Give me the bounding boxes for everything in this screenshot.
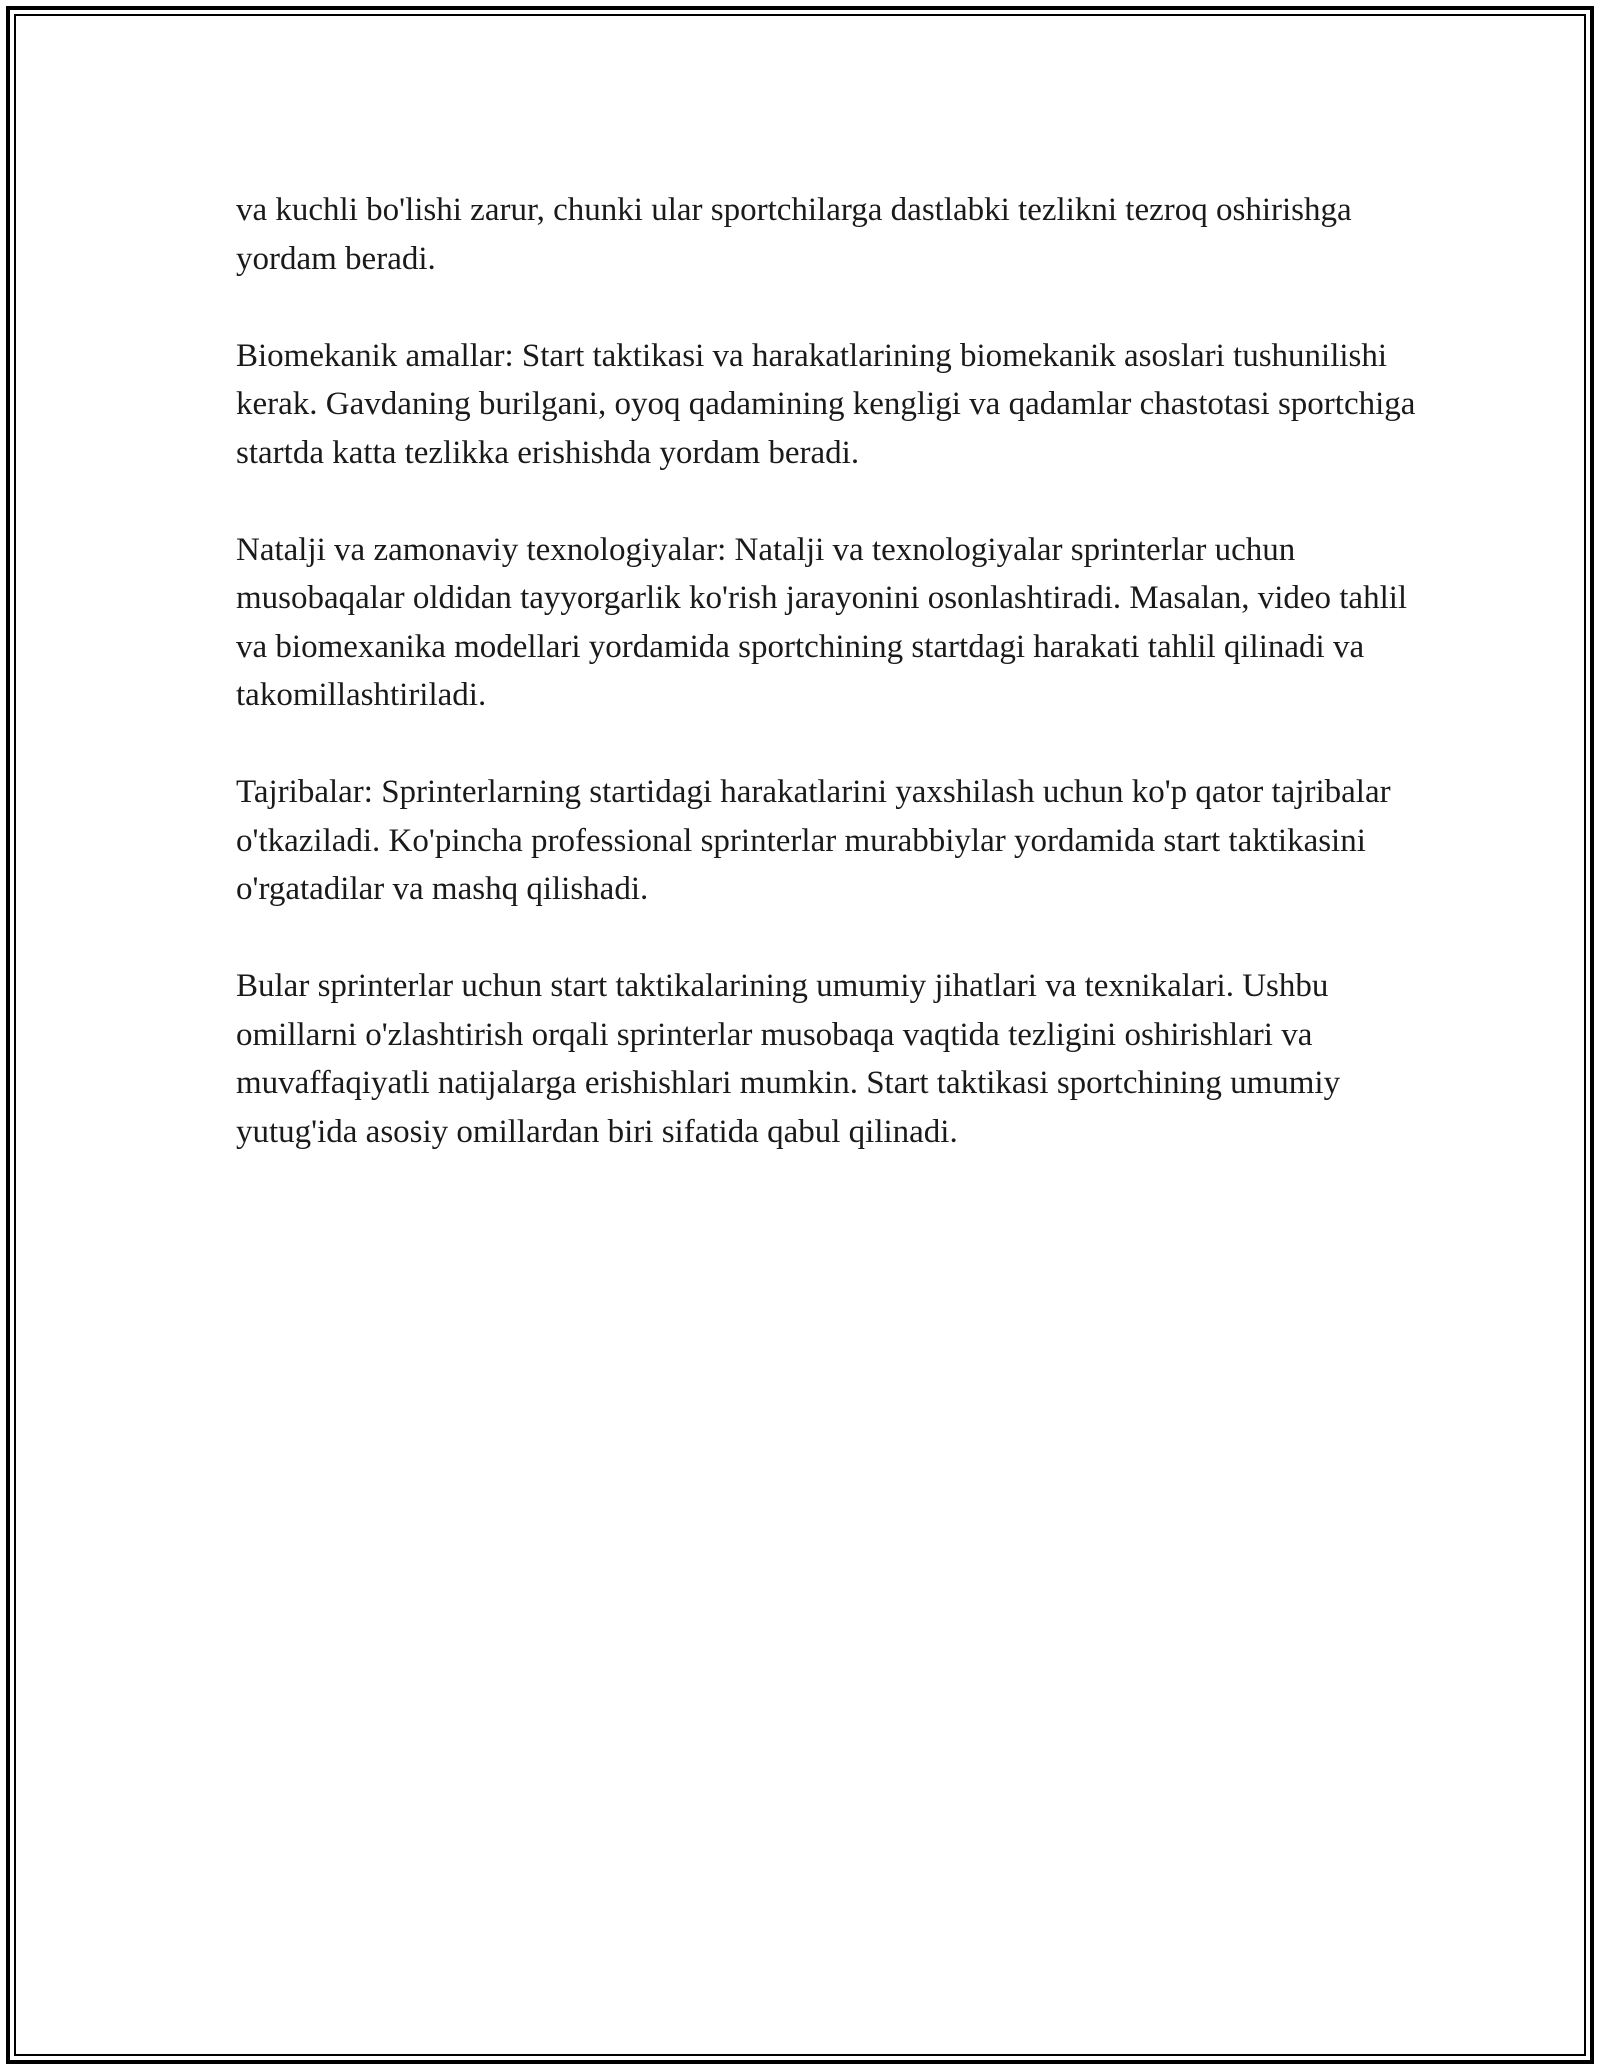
paragraph-intro-continuation: va kuchli bo'lishi zarur, chunki ular sportchilarga dastlabki tezlikni tezroq oshirishga yordam beradi. [236,192,1352,277]
paragraph-biomechanics: Biomekanik amallar: Start taktikasi va harakatlarining biomekanik asoslari tushunilishi kerak. Gavdaning burilgani, oyoq qadamining kengligi va qadamlar chastotasi sportchiga startda katta tezlikka erishishda yordam beradi. [236,337,1416,471]
paragraph-conclusion: Bular sprinterlar uchun start taktikalarining umumiy jihatlari va texnikalari. Ushbu omillarni o'zlashtirish orqali sprinterlar musobaqa vaqtida tezligini oshirishlari va muvaffaqiyatli natijalarga erishishlari mumkin. Start taktikasi sportchining umumiy yutug'ida asosiy omillardan biri sifatida qabul qilinadi. [236,968,1341,1150]
document-body [236,186,1416,1205]
paragraph-technologies: Natalji va zamonaviy texnologiyalar: Natalji va texnologiyalar sprinterlar uchun musobaqalar oldidan tayyorgarlik ko'rish jarayonini osonlashtiradi. Masalan, video tahlil va biomexanika modellari yordamida sportchining startdagi harakati tahlil qilinadi va takomillashtiriladi. [236,531,1408,713]
paragraph-experiments: Tajribalar: Sprinterlarning startidagi harakatlarini yaxshilash uchun ko'p qator tajribalar o'tkaziladi. Ko'pincha professional sprinterlar murabbiylar yordamida start taktikasini o'rgatadilar va mashq qilishadi. [236,774,1391,907]
